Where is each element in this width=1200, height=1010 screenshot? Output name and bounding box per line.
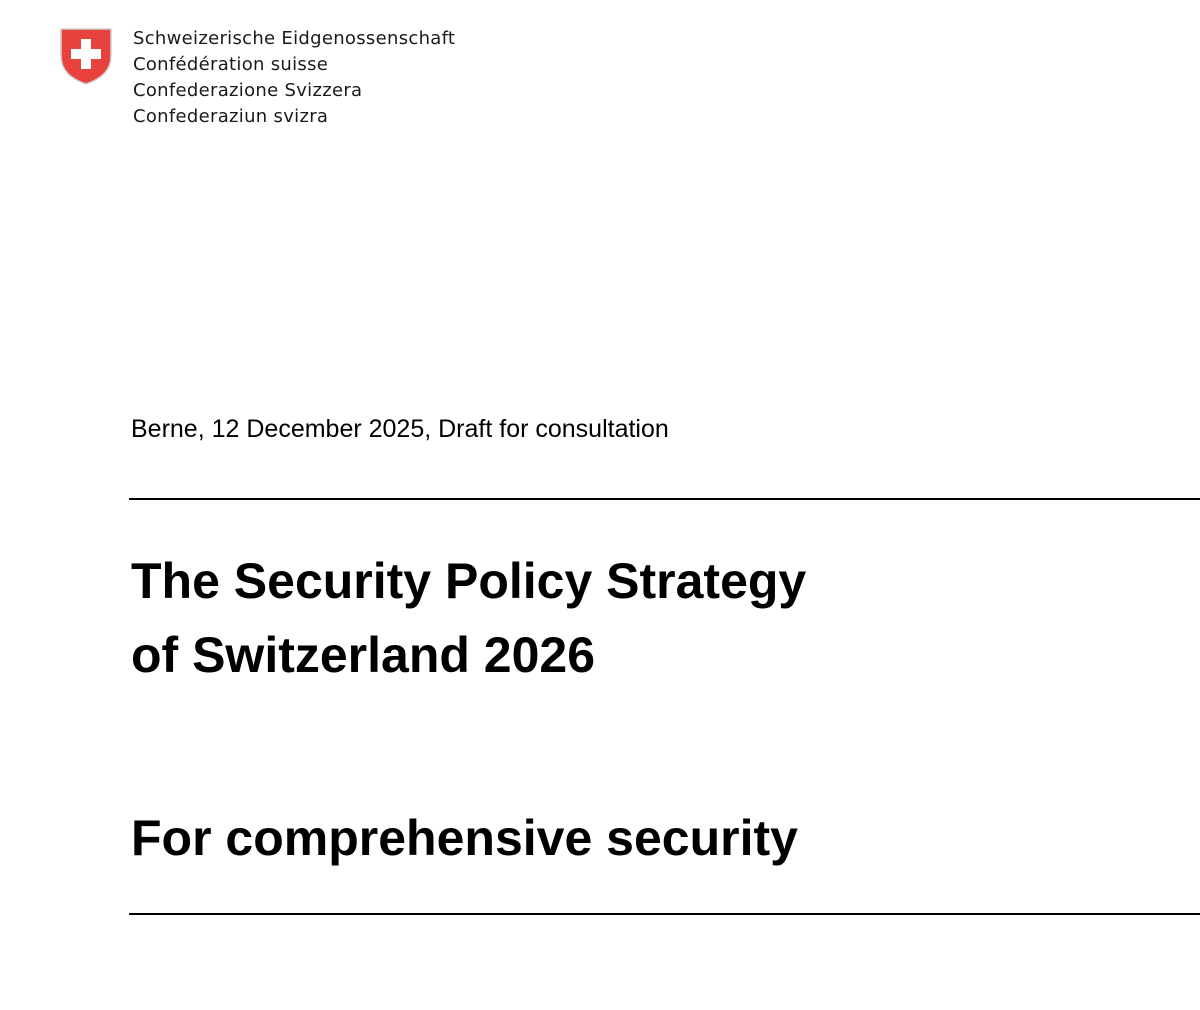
agency-name-french: Confédération suisse: [133, 54, 329, 75]
swiss-coat-of-arms-icon: [58, 26, 114, 86]
agency-name-german: Schweizerische Eidgenossenschaft: [133, 28, 456, 49]
top-divider: [129, 498, 1200, 500]
agency-name-italian: Confederazione Svizzera: [133, 80, 363, 101]
title-line-1: The Security Policy Strategy: [131, 553, 807, 609]
document-title: [131, 544, 806, 692]
date-line: Berne, 12 December 2025, Draft for consultation: [131, 415, 669, 443]
document-subtitle: For comprehensive security: [131, 810, 798, 866]
agency-names: [133, 26, 455, 130]
letterhead: [58, 26, 455, 130]
title-line-2: of Switzerland 2026: [131, 627, 596, 683]
bottom-divider: [129, 913, 1200, 915]
agency-name-romansh: Confederaziun svizra: [133, 106, 329, 127]
